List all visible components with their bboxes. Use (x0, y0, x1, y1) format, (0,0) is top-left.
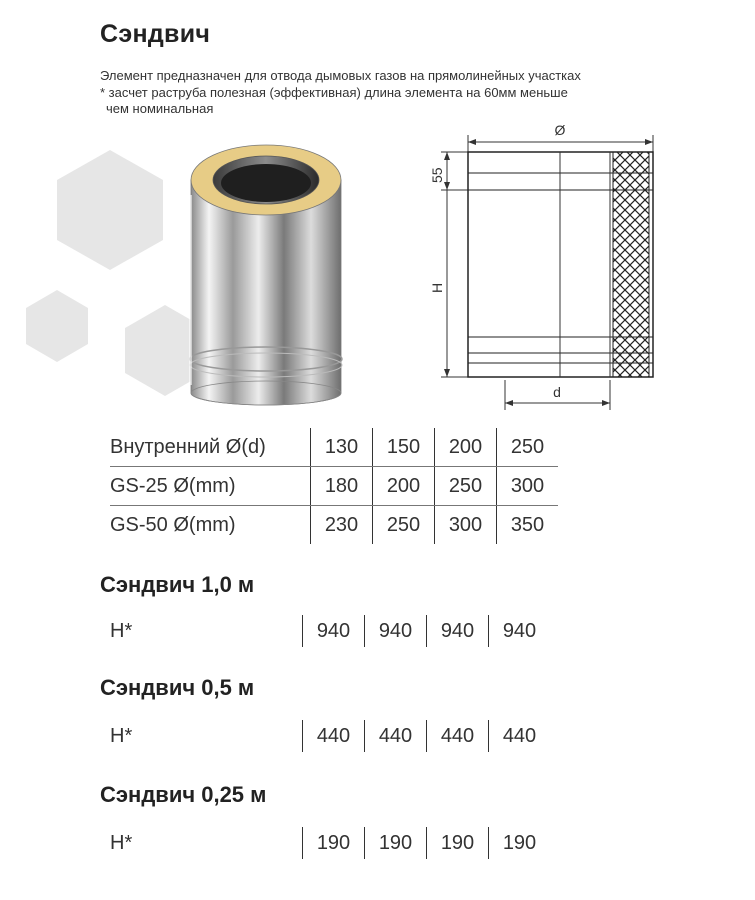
section-title: Сэндвич 0,5 м (100, 675, 255, 700)
spec-table (110, 428, 558, 544)
table-cell: 300 (497, 467, 559, 506)
table-cell: 250 (373, 506, 435, 545)
technical-drawing (420, 115, 680, 415)
table-cell: 350 (497, 506, 559, 545)
height-label: H (429, 282, 445, 293)
height-value: 940 (302, 615, 364, 647)
height-value: 190 (488, 827, 550, 859)
table-cell: 180 (311, 467, 373, 506)
height-row-label: H* (110, 725, 133, 747)
height-value: 190 (364, 827, 426, 859)
table-cell: 250 (435, 467, 497, 506)
hexagon-small (26, 290, 88, 362)
page-title: Сэндвич (100, 20, 211, 48)
pipe-product-image (175, 135, 360, 410)
table-cell: 300 (435, 506, 497, 545)
height-value: 440 (426, 720, 488, 752)
height-value: 940 (364, 615, 426, 647)
row-label: GS-50 Ø(mm) (110, 513, 236, 536)
table-cell: 130 (311, 428, 373, 467)
table-cell: 230 (311, 506, 373, 545)
height-value: 190 (426, 827, 488, 859)
table-row (110, 428, 558, 467)
table-cell: 150 (373, 428, 435, 467)
insulation-hatch (613, 152, 649, 377)
table-cell: 200 (435, 428, 497, 467)
height-value: 440 (488, 720, 550, 752)
row-label: Внутренний Ø(d) (110, 428, 311, 467)
height-value: 440 (364, 720, 426, 752)
table-cell: 250 (497, 428, 559, 467)
height-row-label: H* (110, 832, 133, 854)
height-value: 190 (302, 827, 364, 859)
table-row (110, 467, 558, 506)
description-line-3: чем номинальная (106, 101, 214, 116)
height-value: 940 (426, 615, 488, 647)
row-label: GS-25 Ø(mm) (110, 467, 311, 506)
description-line-1: Элемент предназначен для отвода дымовых газов на прямолинейных участках (100, 68, 581, 83)
section-title: Сэндвич 1,0 м (100, 572, 255, 597)
inner-diameter-label: d (553, 384, 561, 400)
diameter-label: Ø (554, 122, 566, 138)
hexagon-large (57, 150, 163, 270)
section-title: Сэндвич 0,25 м (100, 782, 267, 807)
table-row (110, 506, 558, 545)
table-cell: 200 (373, 467, 435, 506)
height-row-label: H* (110, 620, 133, 642)
height-value: 440 (302, 720, 364, 752)
socket-length-label: 55 (429, 167, 445, 183)
description-line-2: * засчет раструба полезная (эффективная) длина элемента на 60мм меньше (100, 85, 568, 100)
height-value: 940 (488, 615, 550, 647)
